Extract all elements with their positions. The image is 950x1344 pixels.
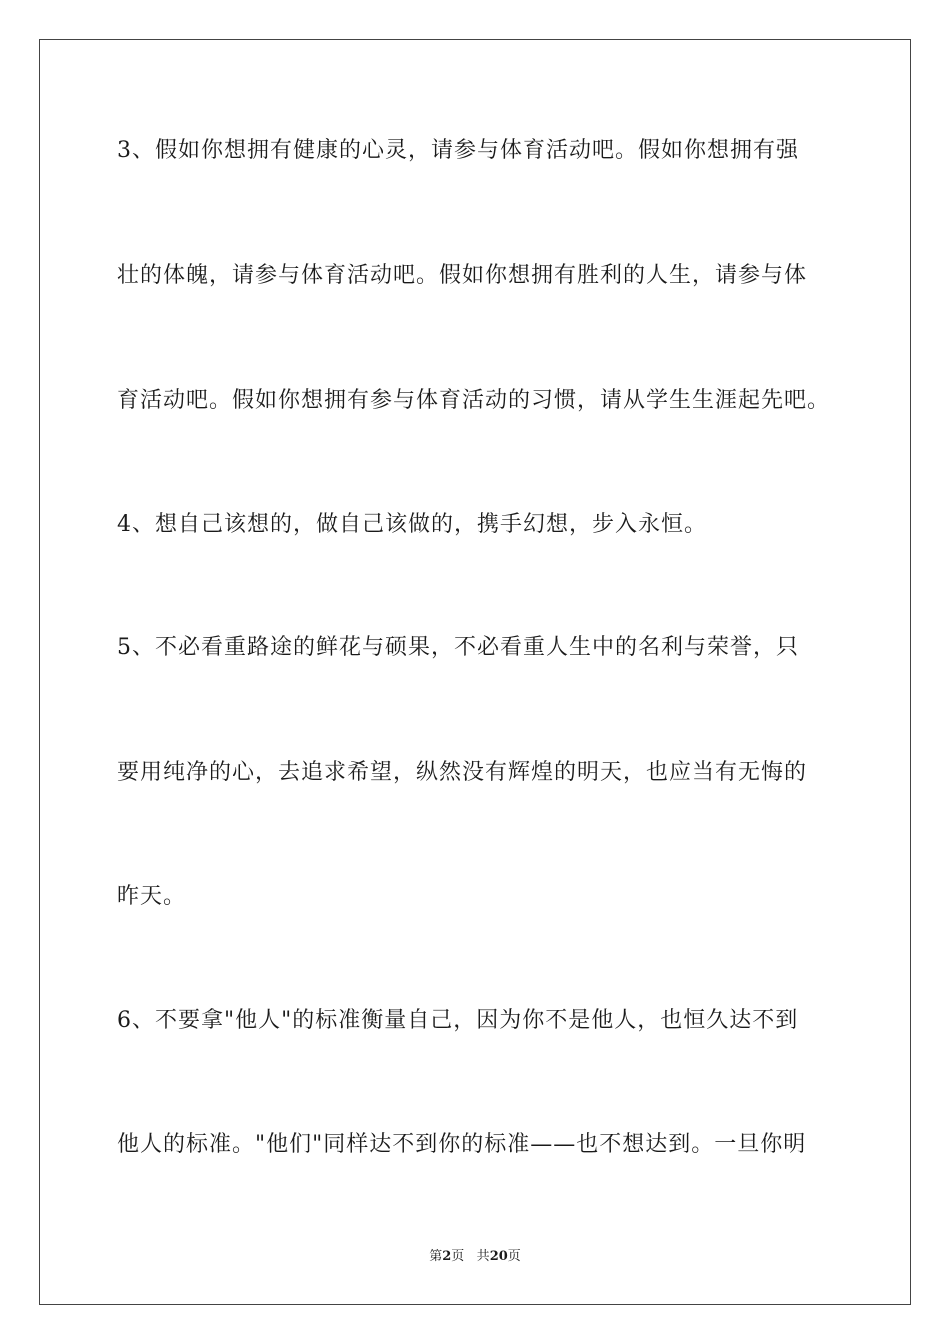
paragraph-line: 要用纯净的心，去追求希望，纵然没有辉煌的明天，也应当有无悔的 bbox=[117, 760, 808, 785]
page-number: 2 bbox=[442, 1249, 452, 1264]
page-footer bbox=[0, 1245, 950, 1264]
paragraph-line: 昨天。 bbox=[117, 884, 187, 909]
total-suffix: 页 bbox=[507, 1249, 521, 1264]
page-frame bbox=[39, 39, 911, 1305]
paragraph-line: 5、不必看重路途的鲜花与硕果，不必看重人生中的名利与荣誉，只 bbox=[117, 635, 799, 660]
total-pages: 20 bbox=[489, 1249, 508, 1264]
page-prefix: 第 bbox=[429, 1249, 443, 1264]
paragraph-line: 4、想自己该想的，做自己该做的，携手幻想，步入永恒。 bbox=[117, 512, 707, 537]
paragraph-line: 6、不要拿"他人"的标准衡量自己，因为你不是他人，也恒久达不到 bbox=[117, 1008, 799, 1033]
paragraph-line: 他人的标准。"他们"同样达不到你的标准——也不想达到。一旦你明 bbox=[117, 1132, 807, 1157]
page-suffix: 页 bbox=[451, 1249, 465, 1264]
paragraph-line: 3、假如你想拥有健康的心灵，请参与体育活动吧。假如你想拥有强 bbox=[117, 138, 799, 163]
paragraph-line: 壮的体魄，请参与体育活动吧。假如你想拥有胜利的人生，请参与体 bbox=[117, 263, 808, 288]
total-prefix: 共 bbox=[476, 1249, 490, 1264]
paragraph-line: 育活动吧。假如你想拥有参与体育活动的习惯，请从学生生涯起先吧。 bbox=[117, 388, 831, 413]
